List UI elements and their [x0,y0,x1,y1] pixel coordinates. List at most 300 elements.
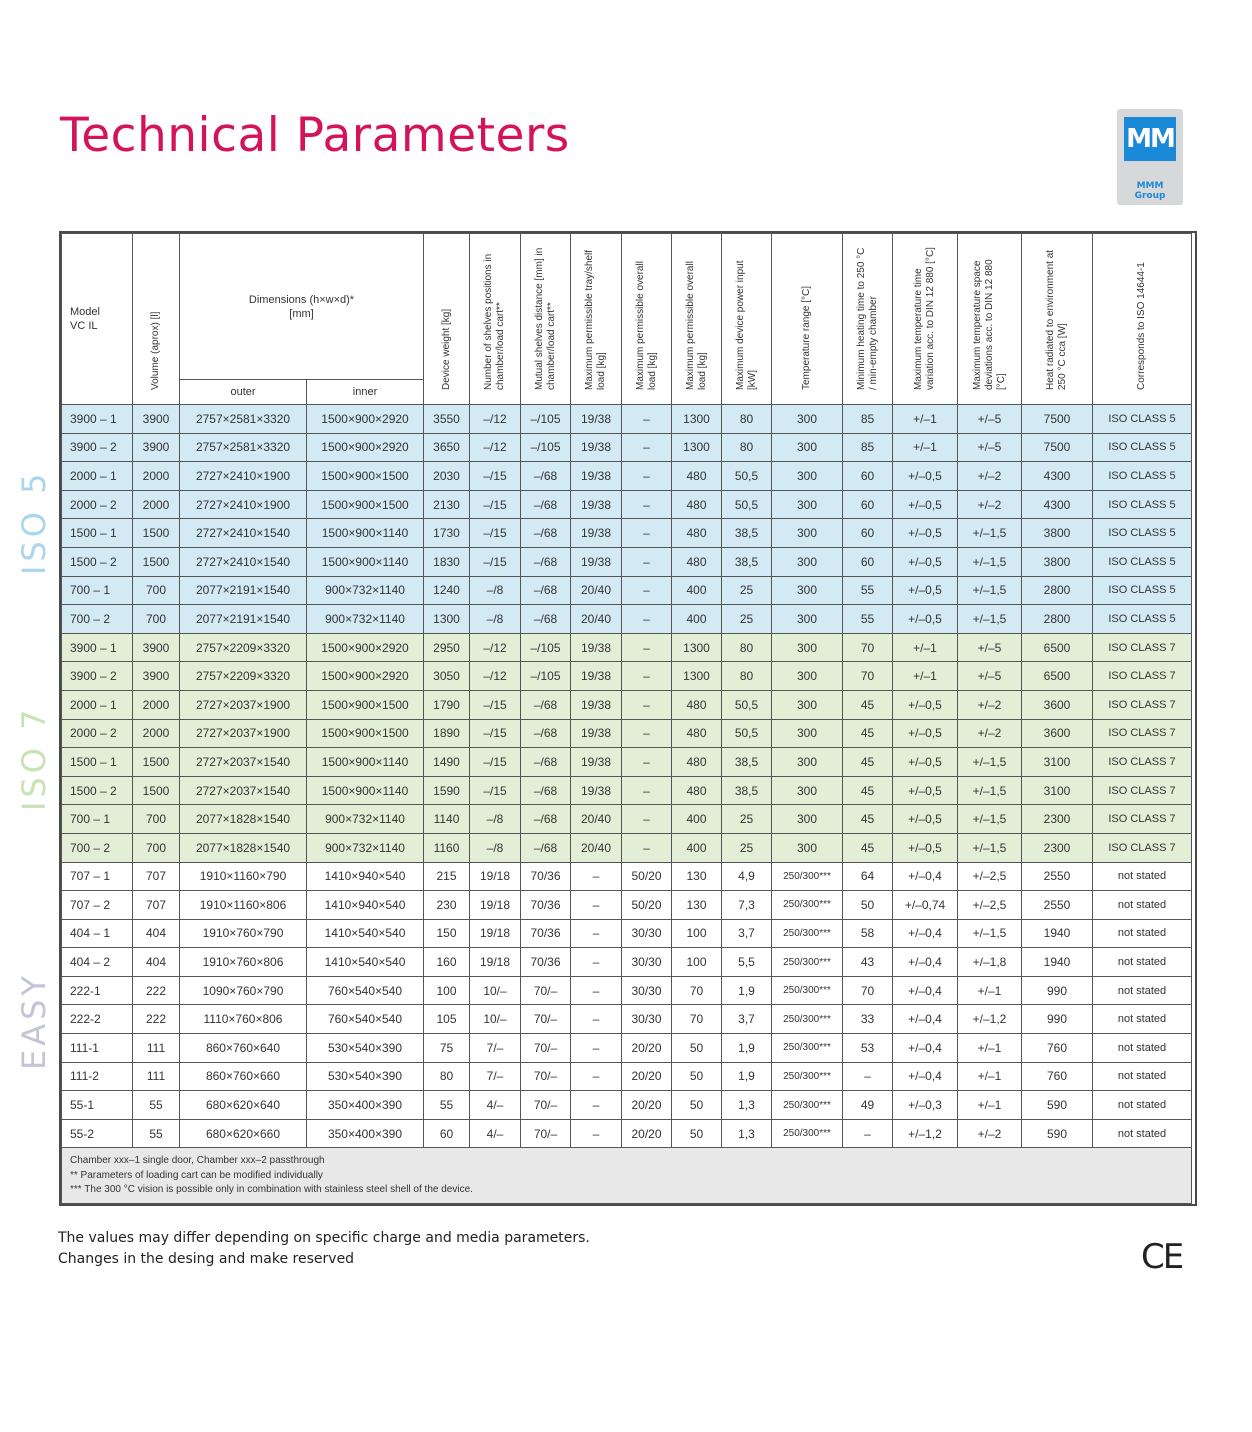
cell-time-variation: +/–1,2 [893,1119,958,1148]
cell-weight: 2950 [424,633,470,662]
cell-time-variation: +/–0,5 [893,776,958,805]
table-row [62,776,1192,805]
cell-outer-dims: 2077×1828×1540 [180,805,307,834]
cell-shelves: 4/– [470,1119,521,1148]
cell-heating-time: 60 [843,490,893,519]
cell-overall-load-2: 70 [672,976,722,1005]
table-row [62,462,1192,491]
cell-overall-load-2: 50 [672,1091,722,1120]
cell-time-variation: +/–0,74 [893,891,958,920]
cell-model: 3900 – 1 [62,633,133,662]
cell-power: 25 [722,833,772,862]
cell-time-variation: +/–0,5 [893,576,958,605]
cell-iso-class: ISO CLASS 7 [1093,719,1192,748]
cell-model: 404 – 2 [62,948,133,977]
cell-mutual-distance: –/105 [521,633,571,662]
table-row [62,1091,1192,1120]
cell-heat-radiated: 1940 [1022,948,1093,977]
cell-volume: 1500 [133,519,180,548]
cell-temp-range: 300 [772,433,843,462]
cell-model: 2000 – 2 [62,719,133,748]
cell-overall-load: 20/20 [622,1091,672,1120]
cell-mutual-distance: 70/36 [521,862,571,891]
cell-heating-time: 45 [843,833,893,862]
cell-volume: 55 [133,1091,180,1120]
cell-volume: 700 [133,576,180,605]
cell-inner-dims: 1410×540×540 [307,919,424,948]
cell-inner-dims: 760×540×540 [307,1005,424,1034]
cell-shelves: –/12 [470,433,521,462]
cell-inner-dims: 1500×900×1140 [307,547,424,576]
cell-mutual-distance: –/68 [521,748,571,777]
cell-temp-range: 300 [772,776,843,805]
cell-heat-radiated: 6500 [1022,633,1093,662]
cell-shelves: 10/– [470,976,521,1005]
cell-model: 3900 – 1 [62,405,133,434]
cell-space-deviation: +/–5 [958,633,1022,662]
cell-weight: 1140 [424,805,470,834]
cell-heating-time: 53 [843,1034,893,1063]
header-time-variation: Maximum temperature time variation acc. to DIN 12 880 [°C] [893,234,958,405]
cell-heating-time: 70 [843,976,893,1005]
cell-overall-load-2: 1300 [672,633,722,662]
cell-outer-dims: 2727×2410×1900 [180,490,307,519]
header-heat-radiated: Heat radiated to environment at 250 °C cca [W] [1022,234,1093,405]
cell-tray-load: – [571,1034,622,1063]
table-row [62,919,1192,948]
cell-weight: 1830 [424,547,470,576]
header-overall-load-2: Maximum permissible overall load [kg] [672,234,722,405]
table-row [62,1034,1192,1063]
cell-time-variation: +/–0,5 [893,805,958,834]
cell-overall-load-2: 50 [672,1034,722,1063]
cell-temp-range: 300 [772,605,843,634]
cell-shelves: 19/18 [470,919,521,948]
cell-tray-load: – [571,891,622,920]
cell-heating-time: 60 [843,547,893,576]
cell-heat-radiated: 590 [1022,1091,1093,1120]
cell-weight: 160 [424,948,470,977]
cell-iso-class: not stated [1093,1119,1192,1148]
cell-heating-time: 55 [843,576,893,605]
cell-tray-load: – [571,1119,622,1148]
header-shelves: Number of shelves positions in chamber/load cart** [470,234,521,405]
cell-power: 38,5 [722,519,772,548]
table-row [62,433,1192,462]
cell-iso-class: ISO CLASS 7 [1093,805,1192,834]
cell-heat-radiated: 3100 [1022,748,1093,777]
cell-heating-time: 60 [843,462,893,491]
header-overall-load: Maximum permissible overall load [kg] [622,234,672,405]
cell-iso-class: ISO CLASS 7 [1093,633,1192,662]
cell-shelves: 4/– [470,1091,521,1120]
cell-inner-dims: 760×540×540 [307,976,424,1005]
cell-shelves: –/12 [470,405,521,434]
cell-weight: 1160 [424,833,470,862]
cell-volume: 111 [133,1034,180,1063]
cell-overall-load: 30/30 [622,1005,672,1034]
cell-space-deviation: +/–1 [958,1091,1022,1120]
cell-iso-class: ISO CLASS 5 [1093,605,1192,634]
cell-power: 80 [722,633,772,662]
table-row [62,1062,1192,1091]
cell-inner-dims: 530×540×390 [307,1034,424,1063]
cell-volume: 700 [133,605,180,634]
cell-time-variation: +/–0,5 [893,519,958,548]
cell-temp-range: 300 [772,490,843,519]
cell-overall-load-2: 400 [672,805,722,834]
cell-overall-load: – [622,633,672,662]
cell-heat-radiated: 760 [1022,1034,1093,1063]
cell-tray-load: 19/38 [571,690,622,719]
table-row [62,833,1192,862]
cell-temp-range: 300 [772,576,843,605]
cell-mutual-distance: –/105 [521,433,571,462]
cell-volume: 3900 [133,633,180,662]
cell-iso-class: not stated [1093,1034,1192,1063]
cell-outer-dims: 1910×760×790 [180,919,307,948]
cell-space-deviation: +/–5 [958,662,1022,691]
cell-outer-dims: 2727×2037×1900 [180,690,307,719]
cell-shelves: –/15 [470,519,521,548]
table-row [62,490,1192,519]
cell-inner-dims: 1410×940×540 [307,862,424,891]
header-tray-load: Maximum permissible tray/shelf load [kg] [571,234,622,405]
cell-model: 1500 – 1 [62,519,133,548]
cell-iso-class: not stated [1093,1005,1192,1034]
cell-overall-load-2: 100 [672,919,722,948]
footnote: *** The 300 °C vision is possible only in combination with stainless steel shell of the device. [70,1184,473,1196]
cell-iso-class: not stated [1093,1062,1192,1091]
cell-volume: 2000 [133,690,180,719]
cell-power: 50,5 [722,719,772,748]
cell-temp-range: 300 [772,633,843,662]
cell-tray-load: 20/40 [571,805,622,834]
cell-mutual-distance: 70/36 [521,891,571,920]
cell-temp-range: 300 [772,462,843,491]
cell-weight: 75 [424,1034,470,1063]
cell-iso-class: ISO CLASS 7 [1093,833,1192,862]
cell-inner-dims: 1500×900×1500 [307,690,424,719]
cell-tray-load: 19/38 [571,633,622,662]
cell-shelves: –/12 [470,662,521,691]
cell-model: 3900 – 2 [62,433,133,462]
cell-overall-load: 30/30 [622,948,672,977]
cell-overall-load: 20/20 [622,1034,672,1063]
cell-model: 222-1 [62,976,133,1005]
cell-mutual-distance: –/68 [521,547,571,576]
cell-time-variation: +/–0,5 [893,719,958,748]
cell-model: 222-2 [62,1005,133,1034]
cell-inner-dims: 900×732×1140 [307,833,424,862]
header-space-deviation: Maximum temperature space deviations acc. to DIN 12 880 [°C] [958,234,1022,405]
cell-time-variation: +/–0,5 [893,833,958,862]
cell-temp-range: 250/300*** [772,1119,843,1148]
cell-volume: 2000 [133,719,180,748]
cell-overall-load: – [622,662,672,691]
cell-mutual-distance: 70/36 [521,948,571,977]
cell-inner-dims: 1500×900×2920 [307,405,424,434]
cell-overall-load: 30/30 [622,919,672,948]
cell-weight: 3050 [424,662,470,691]
cell-overall-load-2: 400 [672,605,722,634]
cell-power: 38,5 [722,748,772,777]
cell-heating-time: 64 [843,862,893,891]
cell-heating-time: 50 [843,891,893,920]
cell-iso-class: ISO CLASS 7 [1093,662,1192,691]
header-dimensions-label: Dimensions (h×w×d)* [248,293,355,306]
cell-overall-load-2: 1300 [672,433,722,462]
cell-power: 25 [722,805,772,834]
cell-overall-load-2: 130 [672,891,722,920]
cell-overall-load: – [622,719,672,748]
cell-inner-dims: 1500×900×2920 [307,433,424,462]
cell-power: 50,5 [722,690,772,719]
cell-model: 111-2 [62,1062,133,1091]
cell-power: 1,9 [722,1034,772,1063]
cell-tray-load: – [571,1005,622,1034]
cell-heating-time: – [843,1119,893,1148]
cell-time-variation: +/–0,5 [893,748,958,777]
header-model-sublabel: VC IL [70,320,98,332]
cell-inner-dims: 1500×900×1500 [307,719,424,748]
cell-outer-dims: 2727×2410×1540 [180,547,307,576]
cell-time-variation: +/–0,4 [893,1005,958,1034]
cell-tray-load: – [571,1062,622,1091]
cell-weight: 230 [424,891,470,920]
cell-shelves: –/15 [470,690,521,719]
cell-outer-dims: 2077×2191×1540 [180,605,307,634]
cell-temp-range: 250/300*** [772,891,843,920]
cell-mutual-distance: –/68 [521,719,571,748]
cell-power: 25 [722,576,772,605]
table-row [62,547,1192,576]
cell-inner-dims: 1410×540×540 [307,948,424,977]
cell-volume: 222 [133,1005,180,1034]
cell-volume: 2000 [133,490,180,519]
cell-model: 404 – 1 [62,919,133,948]
cell-time-variation: +/–0,4 [893,1062,958,1091]
cell-volume: 3900 [133,662,180,691]
cell-power: 1,9 [722,976,772,1005]
cell-heat-radiated: 2800 [1022,576,1093,605]
table-row [62,976,1192,1005]
cell-heating-time: 45 [843,690,893,719]
cell-power: 80 [722,433,772,462]
table-row [62,605,1192,634]
cell-heat-radiated: 4300 [1022,462,1093,491]
table-footnotes [62,1148,1192,1204]
cell-tray-load: 19/38 [571,748,622,777]
cell-model: 2000 – 1 [62,462,133,491]
cell-time-variation: +/–0,4 [893,1034,958,1063]
cell-mutual-distance: 70/– [521,1062,571,1091]
cell-heating-time: 49 [843,1091,893,1120]
header-dimensions [180,234,424,380]
cell-heating-time: 45 [843,805,893,834]
cell-temp-range: 250/300*** [772,862,843,891]
cell-power: 1,3 [722,1091,772,1120]
cell-inner-dims: 1500×900×2920 [307,662,424,691]
cell-tray-load: – [571,919,622,948]
cell-iso-class: ISO CLASS 7 [1093,690,1192,719]
cell-weight: 3650 [424,433,470,462]
cell-power: 80 [722,662,772,691]
cell-overall-load: 20/20 [622,1062,672,1091]
cell-heating-time: 85 [843,405,893,434]
logo-mark: MM [1124,117,1176,161]
cell-time-variation: +/–1 [893,433,958,462]
cell-heat-radiated: 7500 [1022,405,1093,434]
cell-mutual-distance: –/68 [521,519,571,548]
cell-weight: 100 [424,976,470,1005]
cell-outer-dims: 860×760×640 [180,1034,307,1063]
cell-iso-class: ISO CLASS 5 [1093,433,1192,462]
cell-weight: 105 [424,1005,470,1034]
cell-inner-dims: 1500×900×1140 [307,748,424,777]
cell-overall-load: – [622,748,672,777]
cell-shelves: –/12 [470,633,521,662]
cell-tray-load: 20/40 [571,833,622,862]
cell-weight: 1490 [424,748,470,777]
header-mutual-distance: Mutual shelves distance [mm] in chamber/load cart** [521,234,571,405]
group-label-easy: EASY [15,972,53,1070]
cell-overall-load: – [622,776,672,805]
table-row [62,662,1192,691]
cell-temp-range: 300 [772,748,843,777]
cell-tray-load: – [571,862,622,891]
cell-overall-load: 50/20 [622,891,672,920]
cell-weight: 1730 [424,519,470,548]
cell-power: 3,7 [722,919,772,948]
cell-overall-load: – [622,433,672,462]
cell-time-variation: +/–0,4 [893,948,958,977]
header-model [62,234,133,405]
cell-space-deviation: +/–1,5 [958,805,1022,834]
table-row [62,576,1192,605]
cell-iso-class: ISO CLASS 5 [1093,576,1192,605]
cell-overall-load-2: 400 [672,576,722,605]
table-body [62,405,1192,1148]
cell-mutual-distance: 70/– [521,1034,571,1063]
cell-heating-time: 43 [843,948,893,977]
cell-volume: 2000 [133,462,180,491]
cell-outer-dims: 1910×760×806 [180,948,307,977]
header-iso: Corresponds to ISO 14644-1 [1093,234,1192,405]
cell-space-deviation: +/–2,5 [958,862,1022,891]
cell-heat-radiated: 3800 [1022,547,1093,576]
cell-inner-dims: 1410×940×540 [307,891,424,920]
cell-heat-radiated: 2550 [1022,862,1093,891]
header-weight: Device weight [kg] [424,234,470,405]
cell-temp-range: 300 [772,519,843,548]
cell-heating-time: 45 [843,719,893,748]
cell-tray-load: 19/38 [571,719,622,748]
cell-time-variation: +/–0,5 [893,547,958,576]
cell-temp-range: 300 [772,405,843,434]
cell-heat-radiated: 3800 [1022,519,1093,548]
cell-overall-load-2: 1300 [672,662,722,691]
cell-outer-dims: 2727×2410×1900 [180,462,307,491]
cell-heating-time: 70 [843,662,893,691]
cell-model: 2000 – 2 [62,490,133,519]
cell-overall-load: 50/20 [622,862,672,891]
cell-space-deviation: +/–1,2 [958,1005,1022,1034]
cell-iso-class: not stated [1093,948,1192,977]
cell-mutual-distance: –/68 [521,576,571,605]
cell-inner-dims: 1500×900×1140 [307,519,424,548]
cell-space-deviation: +/–1,5 [958,547,1022,576]
cell-space-deviation: +/–2 [958,462,1022,491]
cell-weight: 1240 [424,576,470,605]
cell-shelves: 19/18 [470,891,521,920]
cell-outer-dims: 2077×1828×1540 [180,833,307,862]
cell-temp-range: 250/300*** [772,948,843,977]
cell-overall-load: – [622,690,672,719]
cell-shelves: –/8 [470,576,521,605]
cell-volume: 404 [133,919,180,948]
footnote: ** Parameters of loading cart can be modified individually [70,1169,323,1181]
cell-tray-load: 19/38 [571,462,622,491]
cell-heating-time: – [843,1062,893,1091]
cell-heat-radiated: 2800 [1022,605,1093,634]
cell-overall-load: – [622,605,672,634]
cell-tray-load: 19/38 [571,433,622,462]
cell-overall-load-2: 480 [672,776,722,805]
cell-weight: 1890 [424,719,470,748]
cell-shelves: –/8 [470,805,521,834]
cell-space-deviation: +/–5 [958,405,1022,434]
cell-heat-radiated: 3100 [1022,776,1093,805]
cell-overall-load-2: 50 [672,1119,722,1148]
cell-model: 700 – 1 [62,805,133,834]
cell-power: 38,5 [722,547,772,576]
header-temp-range: Temperature range [°C] [772,234,843,405]
cell-volume: 700 [133,833,180,862]
table-row [62,862,1192,891]
header-power: Maximum device power input [kW] [722,234,772,405]
cell-inner-dims: 1500×900×2920 [307,633,424,662]
table-row [62,891,1192,920]
cell-volume: 404 [133,948,180,977]
table-row [62,719,1192,748]
cell-inner-dims: 900×732×1140 [307,576,424,605]
cell-space-deviation: +/–1 [958,976,1022,1005]
cell-overall-load: – [622,519,672,548]
cell-iso-class: ISO CLASS 5 [1093,547,1192,576]
cell-outer-dims: 860×760×660 [180,1062,307,1091]
cell-time-variation: +/–1 [893,633,958,662]
cell-overall-load: – [622,462,672,491]
cell-model: 700 – 2 [62,605,133,634]
cell-outer-dims: 1910×1160×806 [180,891,307,920]
cell-overall-load: 30/30 [622,976,672,1005]
cell-space-deviation: +/–1,5 [958,576,1022,605]
cell-outer-dims: 1910×1160×790 [180,862,307,891]
cell-space-deviation: +/–1 [958,1034,1022,1063]
cell-temp-range: 300 [772,833,843,862]
cell-power: 80 [722,405,772,434]
cell-space-deviation: +/–5 [958,433,1022,462]
cell-mutual-distance: 70/– [521,976,571,1005]
cell-space-deviation: +/–1,8 [958,948,1022,977]
cell-power: 50,5 [722,490,772,519]
cell-heating-time: 70 [843,633,893,662]
cell-mutual-distance: 70/– [521,1091,571,1120]
cell-shelves: 7/– [470,1062,521,1091]
cell-model: 1500 – 1 [62,748,133,777]
cell-weight: 80 [424,1062,470,1091]
